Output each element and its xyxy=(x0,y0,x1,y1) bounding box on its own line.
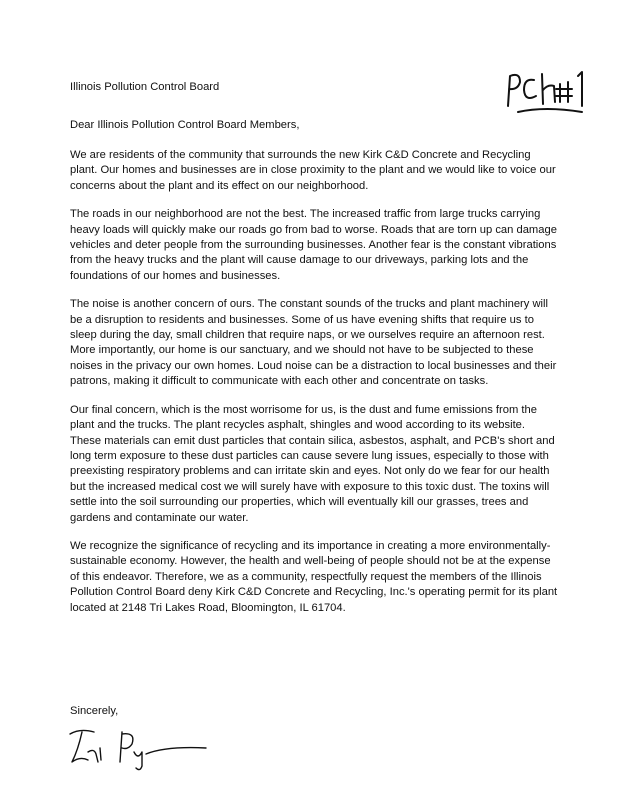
salutation: Dear Illinois Pollution Control Board Members, xyxy=(70,119,300,131)
handwritten-signature xyxy=(66,722,216,774)
paragraph-noise: The noise is another concern of ours. The constant sounds of the trucks and plant machinery will be a disruption to residents and businesses. Some of us have evening shifts that require us to sleep during the day, small children that require naps, or we ourselves require an afternoon rest. More importantly, our home is our sanctuary, and we should not have to be subjected to these noises in the privacy our own homes. Loud noise can be a distraction to local businesses and their patrons, making it difficult to communicate with each other and concentrate on tasks. xyxy=(70,298,557,388)
paragraph-introduction: We are residents of the community that surrounds the new Kirk C&D Concrete and Recycling plant. Our homes and businesses are in close proximity to the plant and we would like to voice our concerns about the plant and its effect on our neighborhood. xyxy=(70,149,556,192)
paragraph-dust: Our final concern, which is the most worrisome for us, is the dust and fume emissions from the plant and the trucks. The plant recycles asphalt, shingles and wood according to its website. These materials can emit dust particles that contain silica, asbestos, asphalt, and PCB's short and long term exposure to these dust particles can cause severe lung issues, especially to those with preexisting respiratory problems and can irritate skin and eyes. Not only do we fear for our health but the increased medical cost we will surely have with exposure to this toxic dust. The toxins will settle into the soil surrounding our properties, which will eventually kill our grasses, trees and gardens and contaminate our water. xyxy=(70,403,555,524)
handwritten-stamp xyxy=(500,62,590,118)
paragraph-request: We recognize the significance of recycling and its importance in creating a more environmentally-sustainable economy. However, the health and well-being of people should not be at the expense of this endeavor. Therefore, we as a community, respectfully request the members of the Illinois Pollution Control Board deny Kirk C&D Concrete and Recycling, Inc.'s operating permit for its plant located at 2148 Tri Lakes Road, Bloomington, IL 61704. xyxy=(70,539,558,614)
paragraph-roads: The roads in our neighborhood are not the best. The increased traffic from large trucks carrying heavy loads will quickly make our roads go from bad to worse. Roads that are torn up can damage vehicles and deter people from the surrounding businesses. Another fear is the constant vibrations from the heavy trucks and the plant will cause damage to our driveways, parking lots and the foundations of our homes and businesses. xyxy=(70,208,557,282)
addressee: Illinois Pollution Control Board xyxy=(70,81,220,93)
letter-body xyxy=(70,148,558,629)
closing: Sincerely, xyxy=(70,705,119,717)
